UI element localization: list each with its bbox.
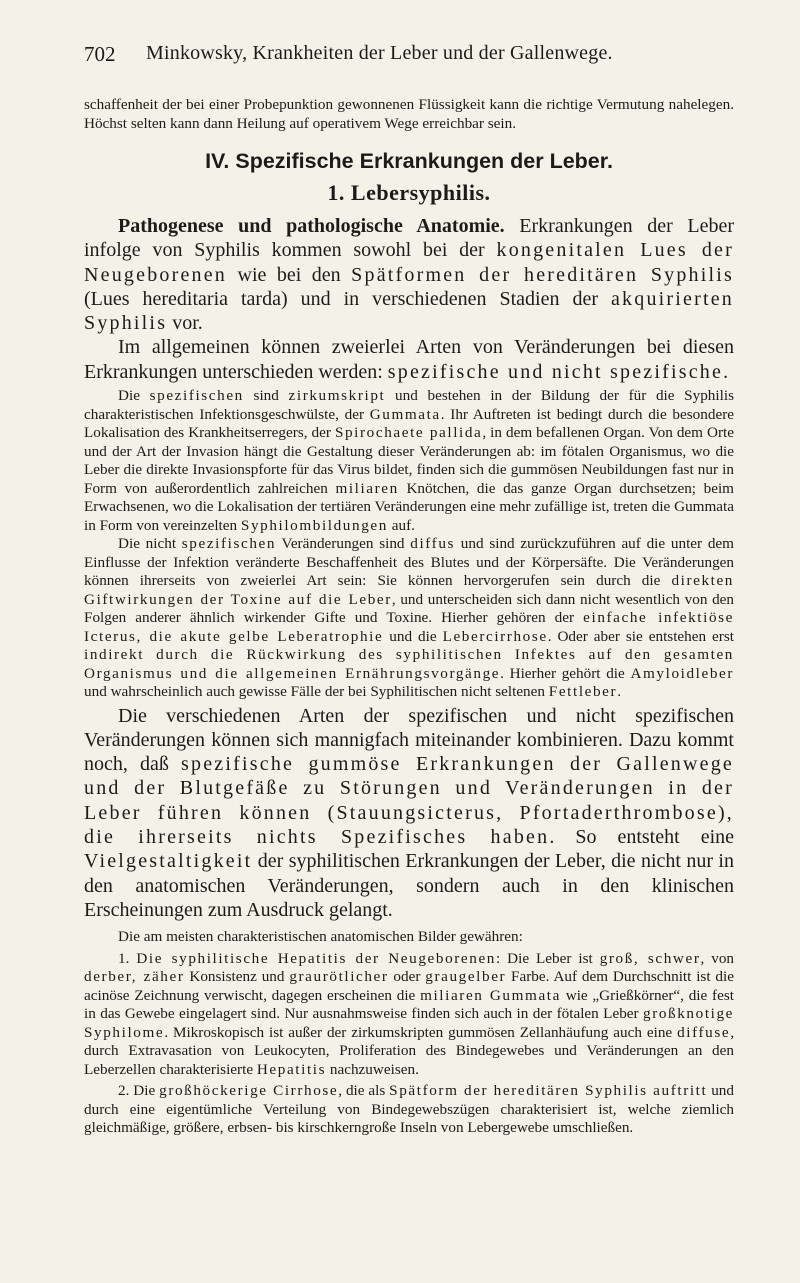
spaced-run: Spirochaete pallida — [334, 424, 483, 442]
text-run: und sind zurückzuführen auf die unter dem Einflusse der Infektion veränderte Beschaffenheit des Blutes und der Körpersäfte. Die Veränderungen können ihrerseits von zweierlei Art sein: Sie können hervorgerufen sein durch die — [84, 535, 734, 590]
spaced-run: diffuse — [677, 1023, 731, 1041]
spaced-run: Gummata — [369, 405, 441, 423]
spaced-run: indirekt durch die Rückwirkung des syphilitischen Infektes auf den gesamten Organismus und die allgemeinen Ernährungsvorgänge — [84, 646, 734, 682]
text-run: . So entsteht eine — [549, 826, 734, 849]
spaced-run: akquirierten Syphilis — [84, 287, 734, 335]
text-run: . Ihr Auftreten ist bedingt durch die besondere Lokalisation des Krankheitserregers, der — [84, 405, 735, 442]
spaced-run: graurötlicher — [289, 968, 389, 986]
spaced-run: groß, schwer — [599, 949, 701, 967]
text-run: Konsistenz und — [184, 968, 290, 986]
spaced-run: miliaren Gummata — [420, 986, 561, 1004]
text-run: Farbe. Auf dem Durchschnitt ist die acinöse Zeichnung verwischt, dagegen erscheinen die — [84, 968, 734, 1004]
text-run: und durch eine eigentümliche Verteilung von Bindegewebszügen charakterisiert ist, welche ziemlich gleichmäßige, größere, erbsen- bis kirschkerngroße Inseln von Lebergewebe umschließen. — [84, 1082, 734, 1137]
list-item-cirrhose — [84, 1082, 734, 1138]
text-run: vor. — [167, 312, 203, 335]
spaced-run: derber, zäher — [84, 968, 185, 986]
list-number: 1. — [118, 949, 130, 967]
chapter-title: IV. Spezifische Erkrankungen der Leber. — [205, 149, 613, 173]
text-run: , die als — [338, 1082, 390, 1100]
text-run: und wahrscheinlich auch gewisse Fälle der bei Syphilitischen nicht seltenen — [84, 683, 549, 701]
spaced-run: großhöckerige Cirrhose — [159, 1082, 339, 1100]
text-run: Die — [118, 387, 150, 405]
section-title: 1. Lebersyphilis. — [327, 180, 491, 205]
spaced-run: diffus — [410, 535, 456, 553]
spaced-run: kongenitalen Lues der Neugeborenen — [84, 239, 734, 286]
text-run: und bestehen in der Bildung der für die Syphilis charakteristischen Infektionsgeschwülste, der — [84, 387, 734, 423]
spaced-run: spezifische gummöse Erkrankungen der Gallenwege und der Blutgefäße zu Störungen und Veränderungen in der Leber führen können (Stauungsicterus, Pfortaderthrombose), die ihrerseits nichts Spezifisches haben — [84, 753, 734, 849]
spaced-run: miliaren — [335, 479, 399, 497]
running-title: Minkowsky, Krankheiten der Leber und der Gallenwege. — [146, 42, 613, 64]
spaced-run: Lebercirrhose — [442, 627, 548, 645]
text-run: Die verschiedenen Arten der spezifischen und nicht spezifischen Veränderungen können sich mannigfach miteinander kombinieren. Dazu kommt noch, daß — [84, 704, 734, 776]
text-run: und die — [383, 627, 443, 645]
text-run: Veränderungen sind — [276, 535, 411, 553]
spaced-run: spezifische und nicht spezifische — [387, 360, 724, 383]
spaced-run: spezifischen — [181, 535, 277, 553]
running-header — [84, 42, 724, 72]
spaced-run: großknotige Syphilome — [84, 1005, 734, 1041]
paragraph-bilder-intro: Die am meisten charakteristischen anatomischen Bilder gewähren: — [118, 928, 523, 946]
spaced-run: graugelber — [425, 968, 507, 986]
spaced-run: Die syphilitische Hepatitis der Neugeborenen — [136, 949, 496, 967]
paragraph-arten — [84, 335, 734, 384]
text-run: wie „Grießkörner“, die fest in das Gewebe eingelagert sind. Nur ausnahmsweise finden sich auch in der fötalen Leber — [84, 986, 734, 1023]
continuation-paragraph: schaffenheit der bei einer Probepunktion gewonnenen Flüssigkeit kann die richtige Vermutung nahelegen. Höchst selten kann dann Heilung auf operativem Wege erreichbar sein. — [84, 96, 734, 132]
paragraph-spezifische — [84, 387, 734, 535]
run-heading: Pathogenese und pathologische Anatomie. — [118, 215, 505, 237]
spaced-run: Hepatitis — [256, 1060, 327, 1078]
spaced-run: direkten Giftwirkungen der Toxine auf die Leber — [84, 572, 734, 608]
text-run: : Die Leber ist — [496, 949, 600, 967]
spaced-run: Amyloidleber — [630, 664, 735, 682]
spaced-run: zirkumskript — [288, 387, 386, 405]
text-run: Die — [129, 1082, 160, 1100]
text-run: Knötchen, die das ganze Organ durchsetzen; beim Erwachsenen, wo die Lokalisation der tertiären Veränderungen eine mehr zufällige ist, treten die Gummata in Form von vereinzelten — [84, 479, 734, 534]
paragraph-pathogenese — [84, 214, 734, 335]
list-item-hepatitis — [84, 950, 734, 1080]
text-run: (Lues hereditaria tarda) und in verschiedenen Stadien der — [84, 287, 611, 310]
spaced-run: einfache infektiöse Icterus, die akute gelbe Leberatrophie — [84, 609, 734, 645]
spaced-run: Spätform der hereditären Syphilis auftritt — [389, 1082, 708, 1100]
text-run: auf. — [387, 516, 415, 534]
text-run: , durch Extravasation von Leukocyten, Proliferation des Bindegewebes und Veränderungen an den Leberzellen charakterisierte — [84, 1023, 734, 1078]
text-run: der syphilitischen Erkrankungen der Leber, die nicht nur in den anatomischen Veränderungen, sondern auch in den klinischen Erscheinungen zum Ausdruck gelangt. — [84, 850, 734, 921]
text-run: Die nicht — [118, 535, 182, 553]
spaced-run: Fettleber — [548, 683, 618, 701]
text-run: Erkrankungen der Leber infolge von Syphilis kommen sowohl bei der — [84, 215, 734, 262]
text-run: , und unterscheiden sich dann nicht wesentlich von den Folgen anderer ähnlich wirkender Gifte und Toxine. Hierher gehören der — [84, 590, 734, 627]
text-run: Im allgemeinen können zweierlei Arten von Veränderungen bei diesen Erkrankungen unterschieden werden: — [84, 336, 734, 383]
text-run: wie bei den — [227, 263, 352, 286]
page-number: 702 — [84, 42, 116, 66]
spaced-run: Spätformen der hereditären Syphilis — [351, 263, 735, 286]
list-number: 2. — [118, 1082, 130, 1100]
text-run: . Hierher gehört die — [500, 664, 631, 682]
paragraph-kombination — [84, 704, 734, 923]
text-run: . Oder aber sie entstehen erst — [547, 627, 734, 645]
text-run: , von — [700, 949, 735, 967]
page-body — [84, 96, 734, 1138]
spaced-run: spezifischen — [149, 387, 244, 405]
text-run: . — [723, 360, 729, 383]
paragraph-nicht-spezifische — [84, 535, 734, 702]
spaced-run: Vielgestaltigkeit — [84, 850, 253, 873]
text-run: , in dem befallenen Organ. Von dem Orte und der Art der Invasion hängt die Gestaltung dieser Veränderungen ab: im fötalen Organismus, wo die Leber die direkte Invasionspforte für das Virus bildet, finden sich die gummösen Neubildungen fast nur in Form von außerordentlich zahlreichen — [84, 424, 734, 497]
text-run: . — [617, 683, 621, 701]
text-run: nachzuweisen. — [326, 1060, 419, 1078]
text-run: sind — [243, 387, 289, 405]
text-run: oder — [388, 968, 426, 986]
spaced-run: Syphilombildungen — [240, 516, 388, 534]
text-run: . Mikroskopisch ist außer der zirkumskripten gummösen Zellanhäufung auch eine — [164, 1023, 678, 1041]
